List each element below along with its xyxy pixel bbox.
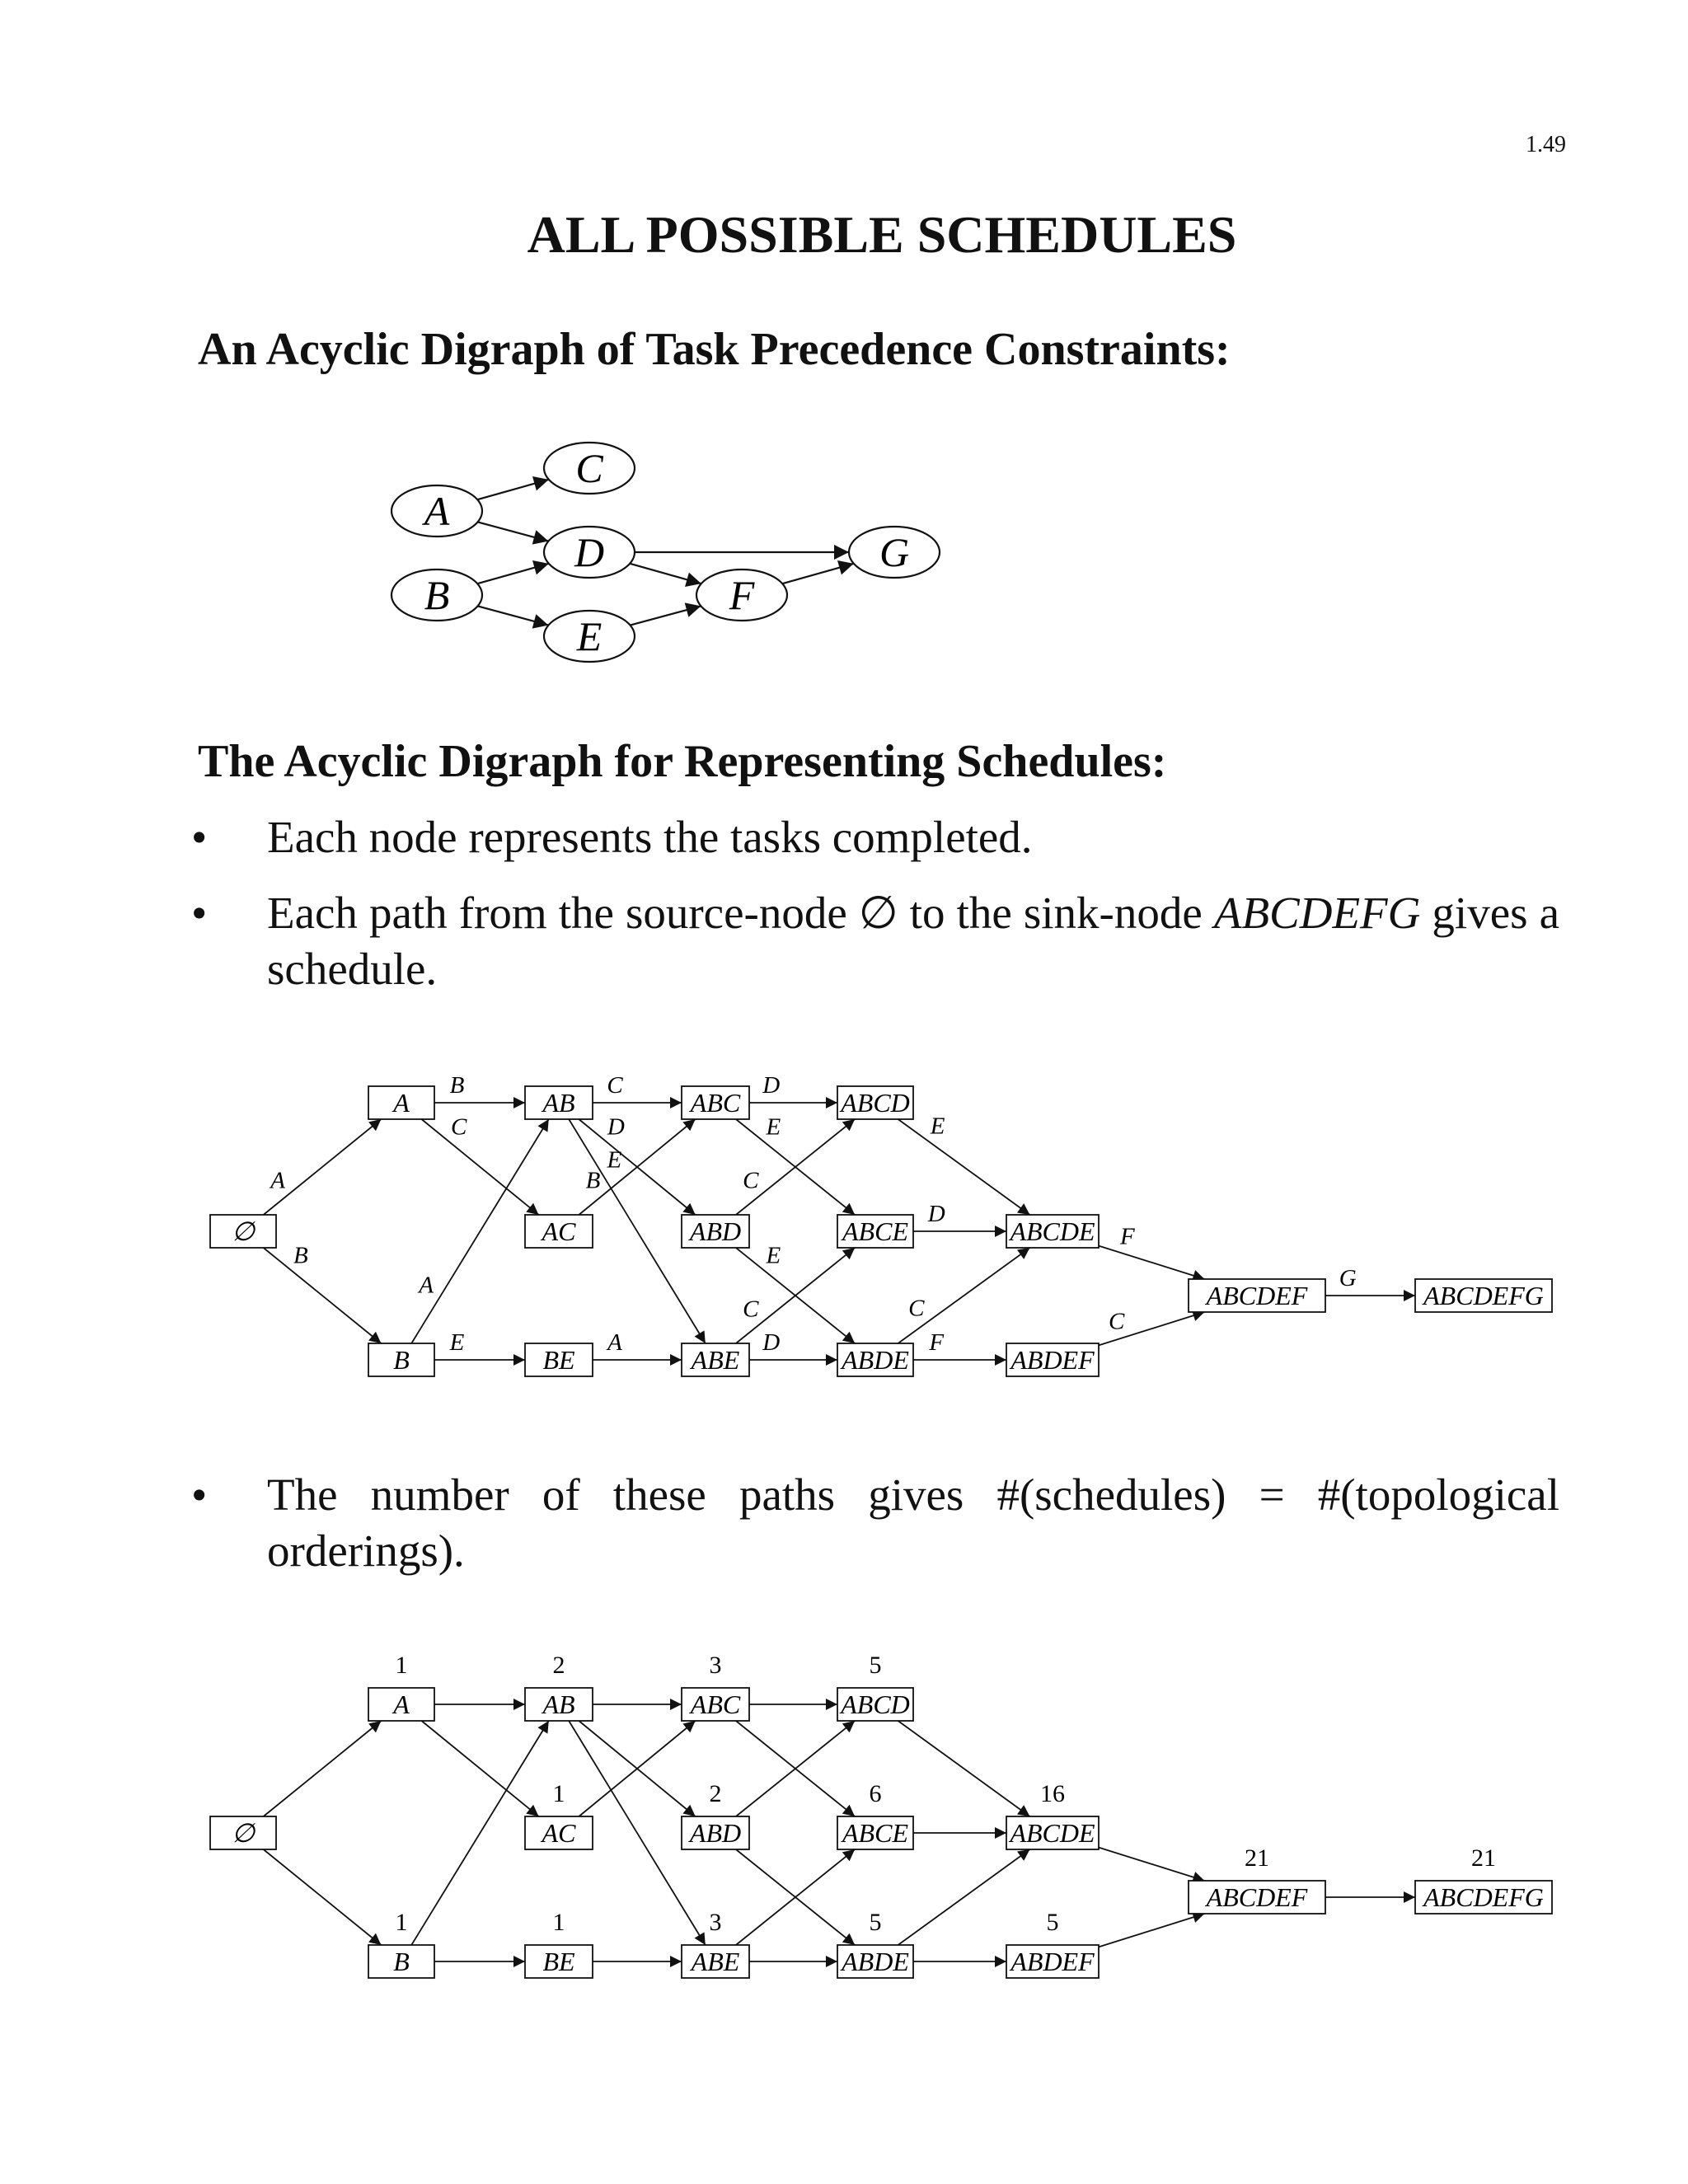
schedule-node-label-abcdefg: ABCDEFG — [1423, 1281, 1544, 1310]
bullet-text-lead: Each path from the source-node ∅ to the sink-node — [267, 888, 1203, 938]
edge-label-a-ac: C — [450, 1113, 467, 1141]
count-node-label-empty: ∅ — [232, 1818, 255, 1848]
count-node-label-abdef: ABDEF — [1010, 1947, 1095, 1976]
schedule-node-label-abdef: ABDEF — [1010, 1345, 1095, 1375]
schedule-node-label-abd: ABD — [689, 1216, 742, 1246]
schedule-node-label-ab: AB — [542, 1088, 575, 1118]
schedule-edge-abcde-abcdef — [1099, 1246, 1204, 1279]
path-count-abcdef: 21 — [1245, 1844, 1269, 1872]
path-count-abe: 3 — [709, 1909, 722, 1936]
edge-label-ac-abc: B — [585, 1167, 601, 1194]
count-node-label-abcdefg: ABCDEFG — [1423, 1882, 1544, 1912]
schedule-node-label-be: BE — [542, 1345, 575, 1375]
edge-label-b-be: E — [449, 1329, 465, 1356]
path-count-ac: 1 — [552, 1780, 565, 1807]
section-heading-schedules: The Acyclic Digraph for Representing Schedules: — [198, 736, 1167, 787]
bullet-symbol: • — [191, 888, 208, 938]
schedule-node-label-a: A — [393, 1088, 410, 1118]
schedule-node-label-ac: AC — [542, 1216, 576, 1246]
schedule-edge-empty-b — [264, 1248, 382, 1343]
edge-label-abcd-abcde: E — [930, 1113, 945, 1140]
edge-label-be-abe: A — [607, 1329, 622, 1356]
edge-label-abdef-abcdef: C — [1108, 1308, 1125, 1335]
precedence-edge-e-f — [631, 606, 701, 625]
edge-label-abd-abcd: C — [743, 1167, 759, 1194]
bullet-symbol: • — [191, 1469, 208, 1520]
count-node-label-ac: AC — [542, 1818, 576, 1848]
count-node-label-a: A — [393, 1690, 410, 1719]
path-count-graph — [210, 1652, 1552, 1978]
schedule-node-label-abcde: ABCDE — [1010, 1216, 1095, 1246]
task-label-d: D — [574, 529, 605, 575]
precedence-edge-b-d — [477, 564, 549, 583]
schedule-node-label-abcdef: ABCDEF — [1206, 1281, 1308, 1310]
count-edge-a-ac — [421, 1721, 538, 1816]
count-edge-abdef-abcdef — [1099, 1914, 1204, 1947]
path-count-ab: 2 — [552, 1652, 565, 1679]
edge-label-ab-abe: E — [607, 1146, 622, 1174]
schedule-node-label-abe: ABE — [691, 1345, 740, 1375]
count-node-label-ab: AB — [542, 1690, 575, 1719]
edge-label-abc-abce: E — [766, 1113, 781, 1141]
task-label-a: A — [424, 488, 450, 534]
task-label-c: C — [575, 445, 603, 491]
precedence-edge-a-d — [478, 522, 549, 541]
schedule-edge-abcd-abcde — [898, 1119, 1030, 1215]
path-count-abce: 6 — [869, 1780, 882, 1807]
count-node-label-abde: ABDE — [842, 1947, 909, 1976]
count-node-label-abcd: ABCD — [841, 1690, 910, 1719]
schedule-node-label-b: B — [393, 1345, 410, 1375]
bullet-symbol: • — [191, 812, 208, 862]
task-label-b: B — [424, 572, 450, 618]
path-count-abdef: 5 — [1046, 1909, 1059, 1936]
schedule-node-label-abc: ABC — [690, 1088, 741, 1118]
schedule-node-label-abcd: ABCD — [841, 1088, 910, 1118]
precedence-edge-f-g — [782, 564, 854, 583]
bullet-text: The number of these paths gives #(schedules) = #(topological orderings). — [267, 1469, 1559, 1576]
count-node-label-abd: ABD — [689, 1818, 742, 1848]
path-count-abcdefg: 21 — [1471, 1844, 1496, 1872]
path-count-abcd: 5 — [869, 1652, 882, 1679]
edge-label-abe-abde: D — [762, 1329, 781, 1356]
precedence-graph — [392, 443, 940, 662]
edge-label-abcde-abcdef: F — [1119, 1223, 1135, 1250]
count-node-label-abc: ABC — [690, 1690, 741, 1719]
path-count-abde: 5 — [869, 1909, 882, 1936]
edge-label-abce-abcde: D — [927, 1201, 945, 1227]
edge-label-abc-abcd: D — [762, 1072, 781, 1099]
count-node-label-abce: ABCE — [842, 1818, 908, 1848]
precedence-edge-b-e — [478, 606, 549, 625]
edge-label-abcdef-abcdefg: G — [1339, 1265, 1357, 1291]
count-node-label-abcdef: ABCDEF — [1206, 1882, 1308, 1912]
bullet-text: Each node represents the tasks completed. — [267, 812, 1033, 862]
edge-label-a-ab: B — [449, 1072, 465, 1099]
task-label-e: E — [576, 613, 603, 659]
page-number: 1.49 — [1526, 132, 1566, 157]
edge-label-abe-abce: C — [743, 1296, 759, 1323]
count-edge-empty-a — [264, 1721, 382, 1816]
count-edge-abcd-abcde — [898, 1721, 1030, 1816]
section-heading-precedence: An Acyclic Digraph of Task Precedence Constraints: — [198, 324, 1231, 375]
schedule-node-label-abde: ABDE — [842, 1345, 909, 1375]
path-count-abcde: 16 — [1040, 1780, 1065, 1807]
sink-node-name: ABCDEFG — [1213, 888, 1421, 938]
count-node-label-abe: ABE — [691, 1947, 740, 1976]
page-title: ALL POSSIBLE SCHEDULES — [527, 205, 1237, 264]
edge-label-empty-b: B — [293, 1242, 308, 1269]
path-count-abc: 3 — [709, 1652, 722, 1679]
schedule-edge-a-ac — [421, 1119, 538, 1215]
count-node-label-be: BE — [542, 1947, 575, 1976]
path-count-abd: 2 — [709, 1780, 722, 1807]
edge-label-abd-abde: E — [766, 1242, 781, 1269]
edge-label-empty-a: A — [270, 1167, 286, 1194]
count-node-label-b: B — [393, 1947, 410, 1976]
path-count-be: 1 — [552, 1909, 565, 1936]
count-edge-abde-abcde — [898, 1849, 1030, 1945]
edge-label-abde-abdef: F — [929, 1329, 945, 1356]
edge-label-ab-abc: C — [607, 1072, 623, 1099]
edge-label-b-ab: A — [419, 1272, 434, 1299]
schedule-node-label-abce: ABCE — [842, 1216, 908, 1246]
edge-label-abde-abcde: C — [908, 1295, 925, 1322]
path-count-a: 1 — [395, 1652, 408, 1679]
schedule-node-label-empty: ∅ — [232, 1216, 255, 1246]
precedence-edge-d-f — [630, 564, 701, 583]
task-label-f: F — [729, 572, 755, 618]
count-edge-empty-b — [264, 1849, 382, 1945]
schedule-graph — [210, 1072, 1552, 1376]
bullet-text-tail: gives a schedule. — [267, 888, 1559, 994]
path-count-b: 1 — [395, 1909, 408, 1936]
count-node-label-abcde: ABCDE — [1010, 1818, 1095, 1848]
edge-label-ab-abd: D — [607, 1113, 625, 1141]
count-edge-abcde-abcdef — [1099, 1848, 1204, 1881]
task-label-g: G — [879, 529, 910, 575]
precedence-edge-a-c — [477, 480, 549, 499]
